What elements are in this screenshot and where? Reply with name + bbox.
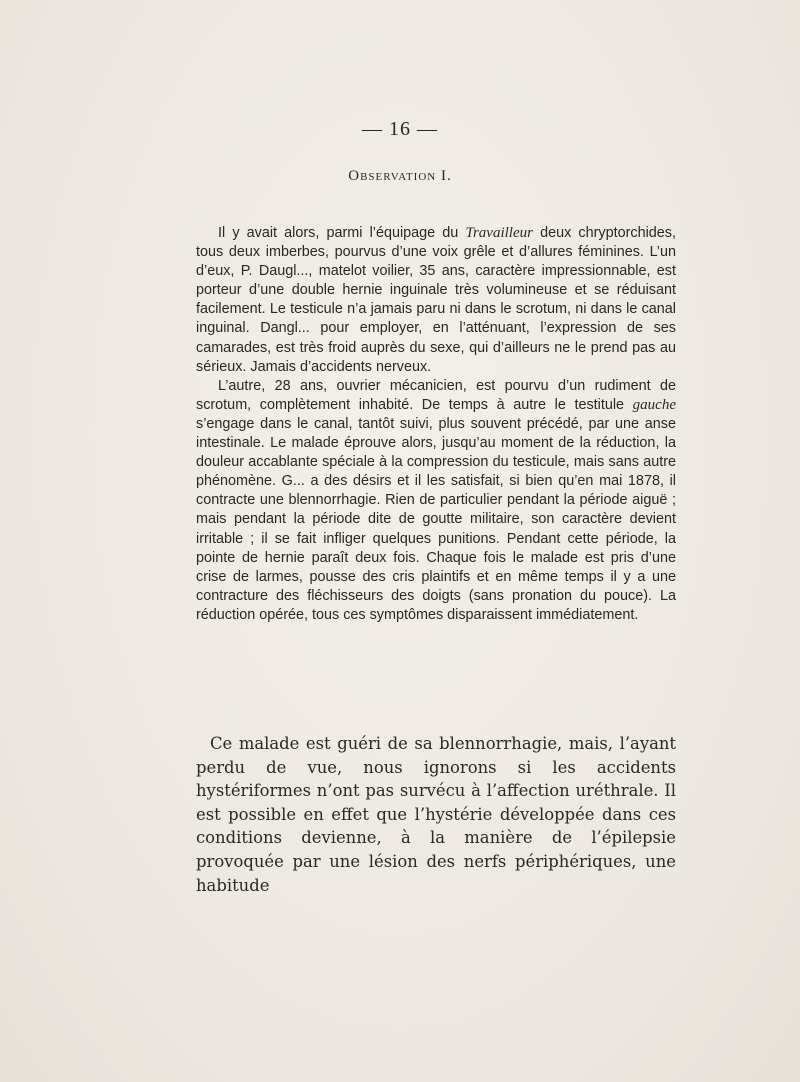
paragraph-1 [196, 224, 676, 377]
commentary-body [196, 732, 676, 897]
paragraph-2 [196, 377, 676, 625]
paragraph-2-text-b: s’engage dans le canal, tantôt suivi, plus souvent précédé, par une anse intestinale. Le malade éprouve alors, jusqu’au moment de la réduction, la douleur accablante spéciale à la compression du testicule, mais sans autre phénomène. G... a des désirs et il les satisfait, si bien qu’en mai 1878, il contracte une blennorrhagie. Rien de particulier pendant la période aiguë ; mais pendant la période dite de goutte militaire, son caractère devient irritable ; il se fait infliger quelques punitions. Pendant cette période, la pointe de hernie paraît deux fois. Chaque fois le malade est pris d’une crise de larmes, pousse des cris plaintifs et en même temps il y a une contracture des fléchisseurs des doigts (sans pronation du pouce). La réduction opérée, tous ces symptômes disparaissent immédiatement. [196, 415, 676, 623]
paragraph-3: Ce malade est guéri de sa blennorrhagie, mais, l’ayant perdu de vue, nous ignorons si les accidents hystériformes n’ont pas survécu à l’affection uréthrale. Il est possible en effet que l’hystérie développée dans ces conditions devienne, à la manière de l’épilepsie provoquée par une lésion des nerfs périphériques, une habitude [196, 734, 676, 895]
section-heading: Observation I. [348, 168, 452, 184]
paragraph-1-text-a: Il y avait alors, parmi l’équipage du [218, 225, 466, 241]
paragraph-1-text-b: deux chryptorchides, tous deux imberbes, pourvus d’une voix grêle et d’allures féminines. L’un d’eux, P. Daugl..., matelot voilier, 35 ans, caractère impressionnable, est porteur d’une double hernie inguinale très volumineuse et se réduisant facilement. Le testicule n’a jamais paru ni dans le scrotum, ni dans le canal inguinal. Dangl... pour employer, en l’atténuant, l’expression de ses camarades, est très froid auprès du sexe, qui d’ailleurs ne le prend pas au sérieux. Jamais d’accidents nerveux. [196, 225, 676, 375]
observation-body [196, 224, 676, 625]
ship-name-italic: Travailleur [465, 225, 533, 241]
paragraph-2-text-a: L’autre, 28 ans, ouvrier mécanicien, est pourvu d’un rudiment de scrotum, complètement inhabité. De temps à autre le testitule [196, 377, 676, 413]
side-italic: gauche [632, 396, 676, 413]
page-number: — 16 — [362, 118, 438, 140]
